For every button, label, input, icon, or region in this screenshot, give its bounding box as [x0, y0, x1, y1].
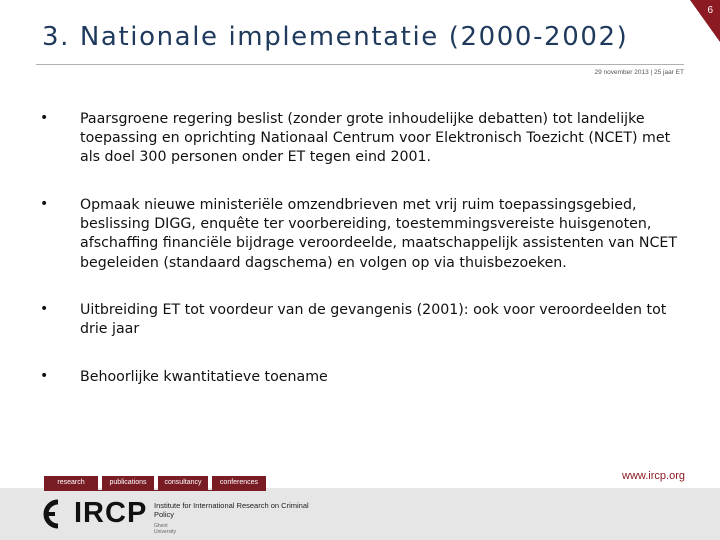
tag-research[interactable]: research: [44, 476, 98, 490]
title-divider: [36, 64, 684, 65]
logo-mark-icon: [42, 499, 72, 529]
logo-wordmark: IRCP: [74, 497, 148, 529]
bullet-text: Uitbreiding ET tot voordeur van de gevangenis (2001): ook voor veroordeelden tot drie jaar: [80, 302, 667, 338]
corner-triangle: [690, 0, 720, 42]
slide-title: 3. Nationale implementatie (2000-2002): [42, 22, 629, 52]
bullet-dot: •: [40, 110, 49, 126]
bullet-text: Paarsgroene regering beslist (zonder grote inhoudelijke debatten) tot landelijke toepassing en oprichting Nationaal Centrum voor Elektronisch Toezicht (NCET) met als doel 300 personen onder ET tegen eind 2001.: [80, 111, 671, 166]
date-line: 29 november 2013 | 25 jaar ET: [594, 69, 684, 76]
logo-subtitle: Institute for International Research on Criminal Policy: [154, 501, 309, 519]
bullet-dot: •: [40, 301, 49, 317]
tag-publications[interactable]: publications: [102, 476, 154, 490]
logo-university: Ghent University: [154, 523, 176, 535]
footer-tag-line: [44, 490, 266, 491]
tag-consultancy[interactable]: consultancy: [158, 476, 208, 490]
bullet-text: Opmaak nieuwe ministeriële omzendbrieven met vrij ruim toepassingsgebied, beslissing DIGG, enquête ter voorbereiding, toestemmingsvereiste huisgenoten, afschaffing financiële bijdrage veroordeelde, maatschappelijk assistenten van NCET begeleiden (standaard dagschema) en volgen op via thuisbezoeken.: [80, 197, 678, 271]
website-link[interactable]: www.ircp.org: [622, 470, 685, 482]
page-number: 6: [707, 5, 713, 16]
tag-conferences[interactable]: conferences: [212, 476, 266, 490]
bullet-text: Behoorlijke kwantitatieve toename: [80, 369, 328, 385]
bullet-dot: •: [40, 368, 49, 384]
bullet-dot: •: [40, 196, 49, 212]
